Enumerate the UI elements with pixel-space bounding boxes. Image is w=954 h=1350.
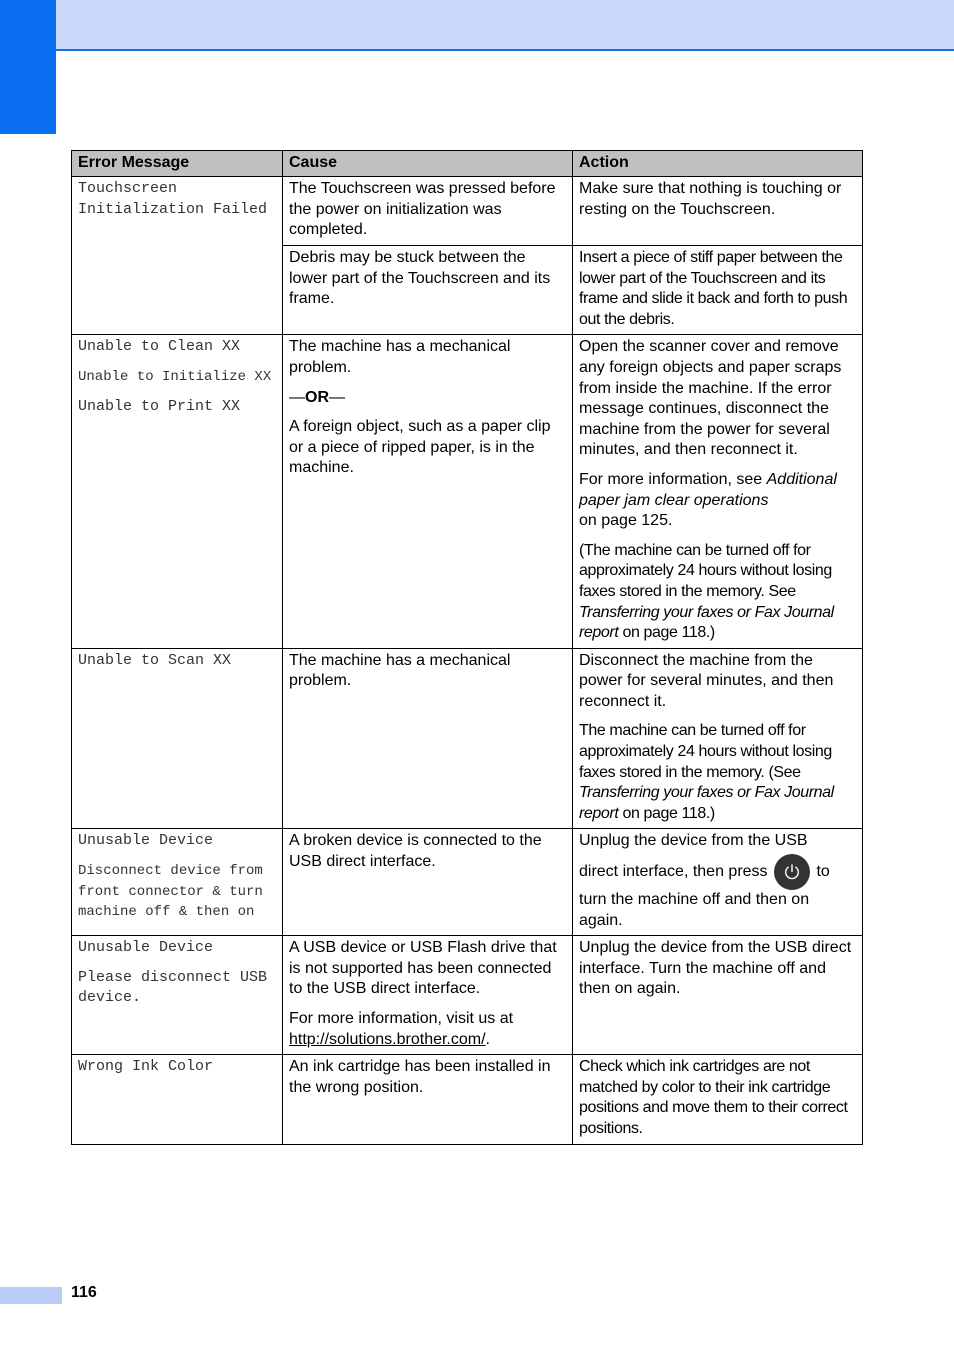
action-text: Unplug the device from the USB bbox=[579, 832, 808, 850]
page-number: 116 bbox=[71, 1284, 97, 1301]
or-separator: —OR— bbox=[289, 388, 345, 406]
action-cell bbox=[573, 246, 863, 335]
action-note: The machine can be turned off for approximately 24 hours without losing faxes stored in the memory. (See Transferring your faxes or Fax Journal report on page 118.) bbox=[579, 722, 834, 822]
action-cell bbox=[573, 1055, 863, 1144]
action-cell bbox=[573, 648, 863, 829]
cause-cell bbox=[283, 936, 573, 1055]
error-message-text: Unusable Device bbox=[78, 832, 214, 850]
error-message-cell bbox=[72, 648, 283, 829]
cause-text: The machine has a mechanical problem. bbox=[289, 651, 511, 690]
action-cell bbox=[573, 829, 863, 936]
cause-cell bbox=[283, 177, 573, 246]
action-text: Check which ink cartridges are not matched by color to their ink cartridge positions and move them to their correct positions. bbox=[579, 1058, 848, 1137]
table-row bbox=[72, 648, 863, 829]
support-link[interactable]: http://solutions.brother.com/ bbox=[289, 1030, 486, 1048]
error-message-text: Unable to Print XX bbox=[78, 397, 241, 415]
error-message-cell bbox=[72, 829, 283, 936]
cause-text: A USB device or USB Flash drive that is not supported has been connected to the USB direct interface. bbox=[289, 939, 557, 998]
table-row bbox=[72, 335, 863, 648]
cause-cell bbox=[283, 1055, 573, 1144]
cause-text: The machine has a mechanical problem. bbox=[289, 338, 511, 376]
cause-text: A foreign object, such as a paper clip or a piece of ripped paper, is in the machine. bbox=[289, 418, 551, 477]
action-cell bbox=[573, 177, 863, 246]
error-message-text: Unable to Scan XX bbox=[78, 651, 232, 669]
table-header-row bbox=[72, 151, 863, 177]
action-reference: For more information, see Additional paper jam clear operations on page 125. bbox=[579, 470, 837, 530]
power-icon bbox=[774, 854, 810, 890]
header-band bbox=[0, 0, 954, 51]
action-text: Insert a piece of stiff paper between the lower part of the Touchscreen and its frame and slide it back and forth to push out the debris. bbox=[579, 249, 848, 328]
table-row bbox=[72, 177, 863, 246]
action-text: direct interface, then press to bbox=[579, 854, 856, 890]
cause-text: The Touchscreen was pressed before the power on initialization was completed. bbox=[289, 180, 556, 239]
error-message-cell bbox=[72, 177, 283, 335]
error-message-cell bbox=[72, 1055, 283, 1144]
column-header-error-message: Error Message bbox=[72, 151, 283, 177]
error-message-cell bbox=[72, 936, 283, 1055]
footer-bar bbox=[0, 1287, 62, 1304]
error-detail-text: Disconnect device from front connector & turn machine off & then on bbox=[78, 863, 263, 921]
cause-text: For more information, visit us at http://solutions.brother.com/. bbox=[289, 1010, 514, 1048]
cause-text: An ink cartridge has been installed in the wrong position. bbox=[289, 1058, 551, 1096]
action-text: Make sure that nothing is touching or resting on the Touchscreen. bbox=[579, 180, 842, 218]
action-cell bbox=[573, 335, 863, 648]
action-text: Open the scanner cover and remove any foreign objects and paper scraps from inside the machine. If the error message continues, disconnect the machine from the power for several minutes, and then reconnect it. bbox=[579, 338, 842, 459]
cause-text: Debris may be stuck between the lower part of the Touchscreen and its frame. bbox=[289, 249, 551, 308]
table-row bbox=[72, 1055, 863, 1144]
error-message-text: Unusable Device bbox=[78, 939, 214, 957]
cause-cell bbox=[283, 335, 573, 648]
error-message-text: Wrong Ink Color bbox=[78, 1058, 214, 1076]
error-detail-text: Please disconnect USB device. bbox=[78, 968, 268, 1007]
action-text: Unplug the device from the USB direct interface. Turn the machine off and then on again. bbox=[579, 939, 852, 998]
column-header-action: Action bbox=[573, 151, 863, 177]
error-message-cell bbox=[72, 335, 283, 648]
table-row bbox=[72, 829, 863, 936]
action-text: turn the machine off and then on again. bbox=[579, 891, 810, 929]
action-note: (The machine can be turned off for approximately 24 hours without losing faxes stored in the memory. See Transferring your faxes or Fax Journal report on page 118.) bbox=[579, 541, 834, 642]
column-header-cause: Cause bbox=[283, 151, 573, 177]
table-row bbox=[72, 936, 863, 1055]
cause-cell bbox=[283, 648, 573, 829]
error-message-text: Touchscreen Initialization Failed bbox=[78, 180, 268, 218]
cause-cell bbox=[283, 829, 573, 936]
error-message-text: Unable to Initialize XX bbox=[78, 368, 272, 385]
chapter-tab-marker bbox=[0, 0, 56, 134]
cause-cell bbox=[283, 246, 573, 335]
action-cell bbox=[573, 936, 863, 1055]
error-message-text: Unable to Clean XX bbox=[78, 338, 241, 356]
cause-text: A broken device is connected to the USB direct interface. bbox=[289, 832, 542, 871]
action-text: Disconnect the machine from the power for several minutes, and then reconnect it. bbox=[579, 651, 834, 710]
error-message-table bbox=[71, 150, 863, 1145]
